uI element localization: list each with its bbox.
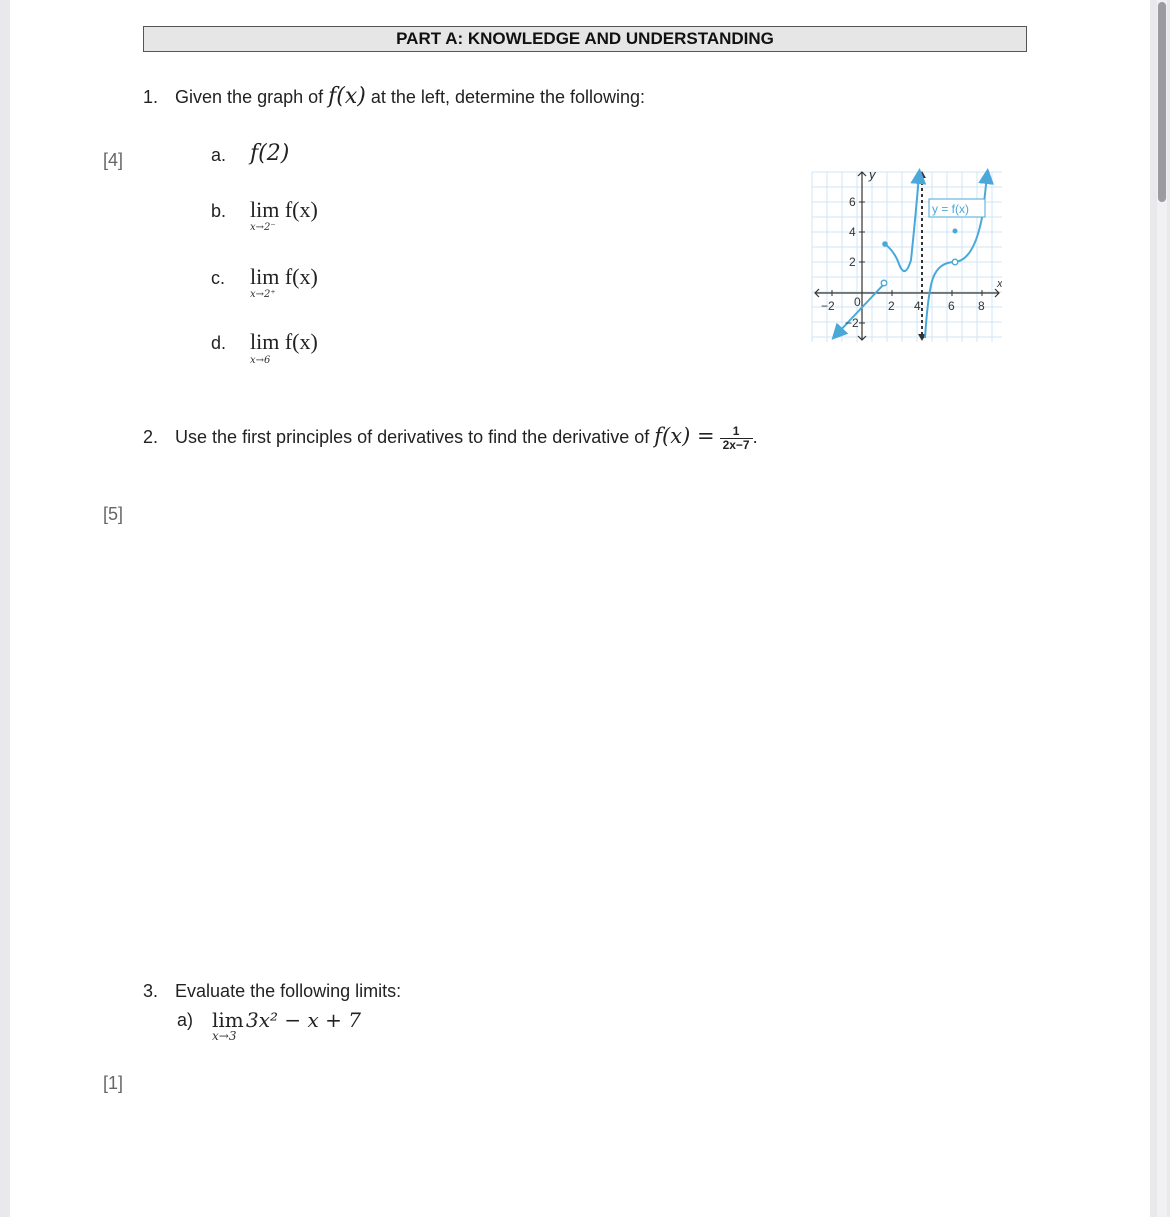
question-2-number: 2.: [143, 427, 159, 447]
question-1-text-after: at the left, determine the following:: [370, 87, 646, 107]
question-3a-subscript: x→3: [212, 1029, 237, 1043]
open-point-right: [952, 259, 958, 265]
x-tick-label: 4: [914, 299, 921, 313]
x-tick-label: 2: [888, 299, 895, 313]
item-c-label: c.: [211, 268, 226, 288]
question-2-period: .: [752, 427, 758, 447]
x-axis-label: x: [997, 278, 1002, 290]
question-3a-expr: 3x² − x + 7: [246, 1008, 361, 1032]
question-1-number: 1.: [143, 87, 159, 107]
x-tick-label: −2: [821, 299, 835, 313]
question-3-number: 3.: [143, 981, 159, 1001]
closed-point-left: [882, 241, 888, 247]
y-tick-label: 4: [849, 225, 856, 239]
question-1-function: f(x): [328, 84, 366, 109]
item-b-subscript: x→2⁻: [250, 222, 276, 233]
y-tick-label: 2: [849, 255, 856, 269]
question-3a-lim: lim: [212, 1008, 244, 1032]
x-tick-label: 8: [978, 299, 985, 313]
fraction-numerator: 1: [720, 425, 753, 439]
y-axis-label: y: [869, 167, 876, 182]
item-c-expr: lim f(x): [250, 264, 318, 289]
graph-axes: [815, 172, 999, 340]
question-2: [143, 424, 758, 452]
closed-point-right: [953, 229, 958, 234]
question-1: [143, 84, 645, 109]
y-tick-label: −2: [845, 316, 859, 330]
item-a-label: a.: [211, 145, 227, 165]
scrollbar-thumb[interactable]: [1158, 2, 1166, 202]
question-3: [143, 981, 401, 1002]
question-1-text-before: Given the graph of: [175, 87, 324, 107]
item-a-expr: f(2): [250, 141, 290, 166]
function-label: y = f(x): [932, 202, 970, 216]
item-b-label: b.: [211, 201, 227, 221]
item-b-expr: lim f(x): [250, 197, 318, 222]
open-point-left: [881, 280, 887, 286]
document-page: [10, 0, 1150, 1217]
graph-grid: [812, 172, 1002, 342]
x-tick-label: 6: [948, 299, 955, 313]
question-2-fraction: [720, 425, 753, 452]
section-header: PART A: KNOWLEDGE AND UNDERSTANDING: [143, 26, 1027, 52]
marks-question-1: [4]: [103, 150, 124, 170]
x-tick-label: 0: [854, 295, 861, 309]
item-d-expr: lim f(x): [250, 329, 318, 354]
question-3a-label: a): [177, 1010, 194, 1030]
marks-question-2: [5]: [103, 504, 124, 524]
item-c-subscript: x→2⁺: [250, 289, 276, 300]
question-3-text: Evaluate the following limits:: [175, 981, 402, 1001]
item-d-subscript: x→6: [250, 355, 271, 366]
function-graph: [807, 162, 1002, 347]
fraction-denominator: 2x−7: [722, 437, 750, 452]
question-2-text: Use the first principles of derivatives to find the derivative of: [175, 427, 650, 447]
y-tick-label: 6: [849, 195, 856, 209]
question-2-function: f(x) =: [654, 424, 715, 448]
item-d-label: d.: [211, 333, 227, 353]
vertical-scrollbar[interactable]: [1157, 0, 1167, 1217]
marks-question-3: [1]: [103, 1073, 124, 1093]
